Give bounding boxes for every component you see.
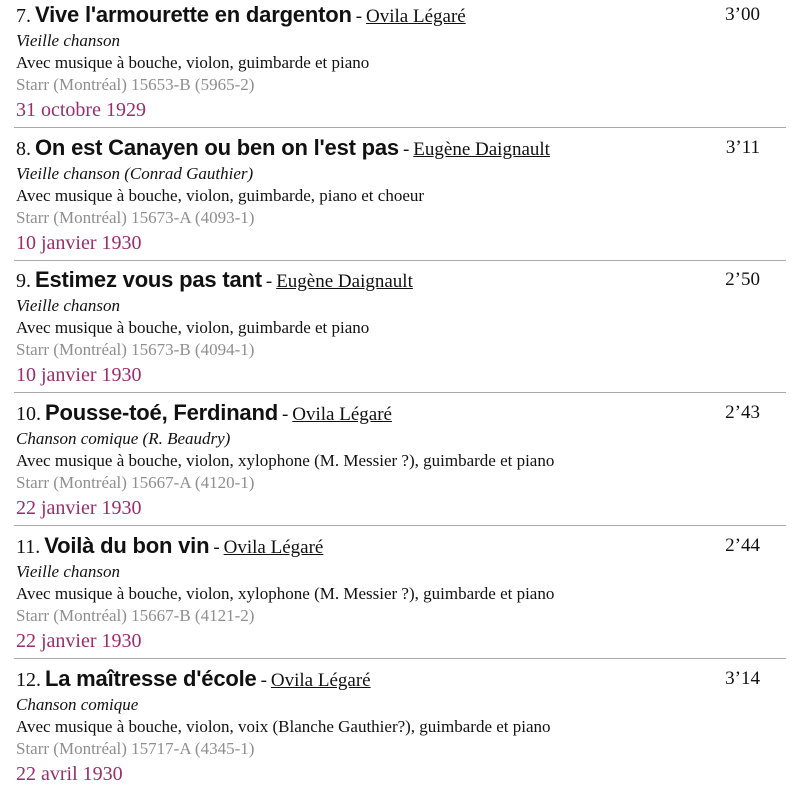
track-entry xyxy=(16,533,760,655)
track-genre: Chanson comique xyxy=(16,695,139,714)
track-catalog: Starr (Montréal) 15673-B (4094-1) xyxy=(16,340,255,359)
title-separator: - xyxy=(402,139,410,160)
track-entry xyxy=(16,2,760,124)
track-genre: Chanson comique (R. Beaudry) xyxy=(16,429,231,448)
track-title: Voilà du bon vin xyxy=(44,533,210,558)
track-catalog: Starr (Montréal) 15717-A (4345-1) xyxy=(16,739,255,758)
track-instruments: Avec musique à bouche, violon, guimbarde, piano et choeur xyxy=(16,186,425,205)
track-date: 31 octobre 1929 xyxy=(16,99,146,121)
track-number: 9. xyxy=(16,270,31,292)
artist-link[interactable]: Ovila Légaré xyxy=(366,6,466,27)
track-instruments: Avec musique à bouche, violon, guimbarde et piano xyxy=(16,318,370,337)
track-genre: Vieille chanson (Conrad Gauthier) xyxy=(16,164,254,183)
track-divider xyxy=(14,127,786,128)
track-genre: Vieille chanson xyxy=(16,562,121,581)
artist-link[interactable]: Ovila Légaré xyxy=(223,537,324,558)
track-genre: Vieille chanson xyxy=(16,31,121,50)
title-separator: - xyxy=(355,6,363,27)
track-title: On est Canayen ou ben on l'est pas xyxy=(35,135,399,160)
track-instruments: Avec musique à bouche, violon, guimbarde et piano xyxy=(16,53,370,72)
track-number: 10. xyxy=(16,403,41,425)
track-divider xyxy=(14,525,786,526)
track-date: 22 janvier 1930 xyxy=(16,630,142,652)
track-instruments: Avec musique à bouche, violon, xylophone (M. Messier ?), guimbarde et piano xyxy=(16,584,555,603)
track-instruments: Avec musique à bouche, violon, voix (Blanche Gauthier?), guimbarde et piano xyxy=(16,717,551,736)
track-divider xyxy=(14,658,786,659)
track-title: Pousse-toé, Ferdinand xyxy=(45,400,278,425)
track-title-line xyxy=(16,267,760,295)
artist-link[interactable]: Ovila Légaré xyxy=(292,404,392,425)
track-entry xyxy=(16,267,760,389)
track-title-line xyxy=(16,400,760,428)
track-catalog: Starr (Montréal) 15653-B (5965-2) xyxy=(16,75,255,94)
track-entry xyxy=(16,135,760,257)
track-date: 10 janvier 1930 xyxy=(16,232,142,254)
track-title: Vive l'armourette en dargenton xyxy=(35,2,352,27)
track-duration: 2’43 xyxy=(725,402,760,423)
track-entry xyxy=(16,666,760,788)
track-number: 7. xyxy=(16,5,31,27)
title-separator: - xyxy=(260,670,267,691)
track-duration: 2’50 xyxy=(725,269,760,290)
track-number: 12. xyxy=(16,669,41,691)
track-title-line xyxy=(16,2,760,30)
track-title-line xyxy=(16,533,760,561)
track-catalog: Starr (Montréal) 15667-B (4121-2) xyxy=(16,606,255,625)
track-duration: 3’00 xyxy=(725,4,760,25)
track-title: Estimez vous pas tant xyxy=(35,267,262,292)
track-title-line xyxy=(16,666,760,694)
track-divider xyxy=(14,392,786,393)
track-divider xyxy=(14,260,786,261)
track-entry xyxy=(16,400,760,522)
artist-link[interactable]: Eugène Daignault xyxy=(276,271,413,292)
track-duration: 3’14 xyxy=(725,668,760,689)
artist-link[interactable]: Ovila Légaré xyxy=(270,670,371,691)
artist-link[interactable]: Eugène Daignault xyxy=(413,139,550,160)
title-separator: - xyxy=(213,537,220,558)
track-number: 11. xyxy=(16,536,41,558)
track-catalog: Starr (Montréal) 15667-A (4120-1) xyxy=(16,473,255,492)
track-title: La maîtresse d'école xyxy=(45,666,257,691)
track-catalog: Starr (Montréal) 15673-A (4093-1) xyxy=(16,208,255,227)
track-number: 8. xyxy=(16,138,31,160)
track-genre: Vieille chanson xyxy=(16,296,121,315)
title-separator: - xyxy=(265,271,273,292)
track-duration: 3’11 xyxy=(725,137,760,158)
track-date: 22 avril 1930 xyxy=(16,763,123,785)
track-instruments: Avec musique à bouche, violon, xylophone (M. Messier ?), guimbarde et piano xyxy=(16,451,555,470)
title-separator: - xyxy=(281,404,289,425)
track-date: 22 janvier 1930 xyxy=(16,497,142,519)
track-duration: 2’44 xyxy=(725,535,760,556)
track-title-line xyxy=(16,135,760,163)
track-date: 10 janvier 1930 xyxy=(16,364,142,386)
